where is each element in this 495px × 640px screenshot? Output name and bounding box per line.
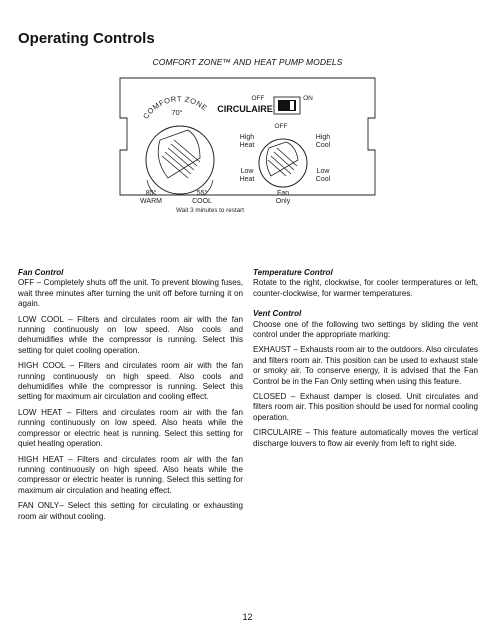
circulaire-switch[interactable] (274, 97, 300, 114)
cool-label: 55° COOL (192, 190, 212, 205)
fan-off-label: OFF (274, 123, 288, 130)
control-panel-illustration (0, 0, 495, 260)
temperature-control-text: Rotate to the right, clockwise, for cooler termperatures or left, counter-clockwise, for warmer temperatures. (253, 278, 478, 298)
warm-label: 85° WARM (140, 190, 162, 205)
temperature-vent-section (253, 268, 478, 454)
page-subtitle: COMFORT ZONE™ AND HEAT PUMP MODELS (152, 57, 343, 67)
fan-only-paragraph: FAN ONLY– Select this setting for circulating or exhausting room air without cooling. (18, 501, 243, 521)
low-cool-label: Low Cool (315, 168, 331, 183)
vent-control-heading: Vent Control (253, 309, 302, 319)
wait-note: Wait 3 minutes to restart (175, 207, 244, 214)
temperature-dial[interactable] (146, 126, 214, 195)
page-title: Operating Controls (18, 30, 155, 47)
low-heat-label: Low Heat (239, 168, 255, 183)
closed-paragraph: CLOSED – Exhaust damper is closed. Unit circulates and filters room air. This position should be used for normal cooling operation. (253, 392, 478, 422)
switch-on-label: ON (303, 95, 313, 102)
comfort-zone-temp: 70° (171, 108, 183, 117)
high-heat-label: High Heat (239, 134, 255, 149)
fan-control-dial[interactable] (259, 139, 307, 187)
circulaire-label: CIRCULAIRE (217, 104, 273, 114)
comfort-zone-arc-label: COMFORT ZONE (141, 94, 210, 121)
vent-control-intro: Choose one of the following two settings by sliding the vent control under the appropriate marking: (253, 319, 478, 340)
fan-control-heading: Fan Control (18, 268, 64, 277)
exhaust-paragraph: EXHAUST – Exhausts room air to the outdoors. Also circulates and filters room air. This position can be used to exhaust stale or smoky air. To conserve energy, it is advised that the Fan Control be in the Fan Only setting when using this feature. (253, 345, 478, 386)
page-number: 12 (242, 612, 253, 622)
fan-control-section (18, 268, 243, 527)
temperature-control-heading: Temperature Control (253, 268, 333, 277)
low-cool-paragraph: LOW COOL – Filters and circulates room air with the fan running continuously on low speed. Also cools and dehumidifies while the compressor is running. Select this setting for quiet cooling operation. (18, 314, 243, 355)
switch-off-label: OFF (251, 95, 265, 102)
circulaire-paragraph: CIRCULAIRE – This feature automatically moves the vertical discharge louvers to flow air evenly from left to right side. (253, 428, 478, 448)
high-cool-label: High Cool (315, 134, 331, 149)
low-heat-paragraph: LOW HEAT – Filters and circulates room air with the fan running continuously on low speed. Also heats while the compressor or electric heat is running. Select this setting for quiet heating operation. (18, 407, 243, 449)
fan-off-paragraph: OFF – Completely shuts off the unit. To prevent blowing fuses, wait three minutes after turning the unit off before turning it on again. (18, 278, 243, 309)
high-cool-paragraph: HIGH COOL – Filters and circulates room air with the fan running continuously on high speed. Also cools and dehumidifies while the compressor is running. Select this setting for maximum air circulation and cooling effect. (18, 361, 243, 402)
high-heat-paragraph: HIGH HEAT – Filters and circulates room air with the fan running continuously on high speed. Also heats while the compressor or electric heater is running. Select this setting for maximum air circulation and heating effect. (18, 454, 243, 495)
fan-only-label: Fan Only (275, 190, 291, 205)
